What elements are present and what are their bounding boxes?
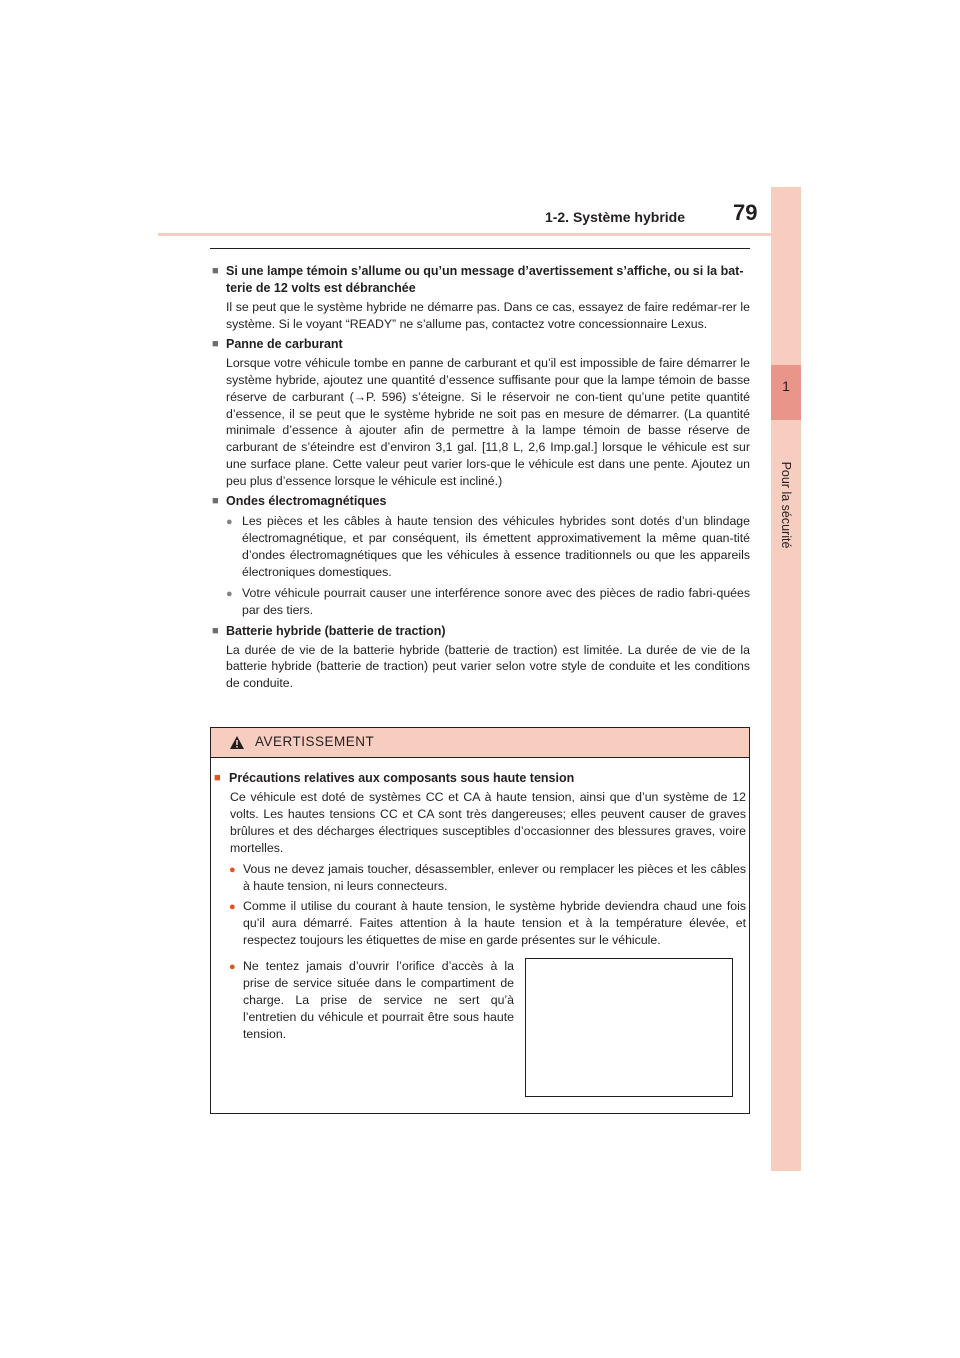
item-body: La durée de vie de la batterie hybride (batterie de traction) est limitée. La durée de vie de la batterie hybride (batterie de traction) peut varier selon votre style de conduite et les conditions de conduite. [226, 642, 750, 691]
square-bullet-icon: ■ [212, 337, 219, 350]
side-tab-strip [771, 187, 801, 1171]
circle-bullet-icon: ● [226, 587, 233, 600]
page-number: 79 [733, 200, 758, 225]
square-bullet-icon: ■ [212, 265, 219, 277]
warning-list-item: ● Vous ne devez jamais toucher, désassembler, enlever ou remplacer les pièces et les câbles à haute tension, ni leurs connecteurs. [229, 861, 746, 893]
illustration-frame [525, 958, 733, 1097]
header-rule [158, 233, 801, 236]
square-bullet-icon: ■ [212, 624, 219, 637]
item-heading: ■ Batterie hybride (batterie de traction) [212, 623, 446, 638]
side-tab-number: 1 [782, 378, 790, 394]
circle-bullet-icon: ● [229, 901, 236, 914]
section-title: 1-2. Système hybride [544, 209, 685, 225]
warning-title: AVERTISSEMENT [255, 734, 375, 749]
item-heading: ■ Panne de carburant [212, 336, 343, 351]
warning-list-item: ● Ne tentez jamais d’ouvrir l’orifice d’accès à la prise de service située dans le compartiment de charge. La prise de service ne sert qu’à l’entretien du véhicule et pourrait être sous haute tension. [229, 959, 514, 1041]
item-fuel [212, 336, 750, 490]
item-heading: ■ Ondes électromagnétiques [212, 494, 387, 509]
item-electromagnetic [212, 493, 750, 618]
list-item: ● Votre véhicule pourrait causer une interférence sonore avec des pièces de radio fabri-quées par des tiers. [226, 585, 750, 617]
item-warning-light [212, 263, 750, 333]
warning-text: Ce véhicule est doté de systèmes CC et CA à haute tension, ainsi que d’un système de 12 volts. Les hautes tensions CC et CA sont très dangereuses; elles peuvent causer de graves brûlures et des décharges électriques susceptibles d’occasionner des blessures graves, voire mortelles. [230, 790, 746, 855]
circle-bullet-icon: ● [229, 961, 236, 974]
warning-header [211, 728, 749, 758]
square-bullet-icon: ■ [212, 495, 219, 508]
item-body: Lorsque votre véhicule tombe en panne de carburant et qu’il est impossible de faire démarrer le système hybride, ajoutez une quantité d’essence suffisante pour que la lampe témoin de basse réserve de carburant (→P. 596) s’éteigne. Si le réservoir ne con-tient qu’une petite quantité d’essence, il se peut que le système hybride ne soit pas en mesure de démarrer. (La quantité minimale d’essence à ajouter afin de permettre à la lampe témoin de basse réserve de carburant de s’éteindre est d’environ 3,1 gal. [11,8 L, 2,6 Imp.gal.] lorsque le véhicule est sur une surface plane. Cette valeur peut varier lors-que le véhicule est dans une pente. Ajoutez un peu plus d’essence lorsque le véhicule est incliné.) [226, 355, 750, 489]
content-rule [210, 248, 750, 249]
warning-heading: ■ Précautions relatives aux composants sous haute tension [214, 771, 575, 785]
circle-bullet-icon: ● [226, 516, 233, 529]
main-content [212, 263, 750, 695]
list-item: ● Les pièces et les câbles à haute tension des véhicules hybrides sont dotés d’un blindage électromagnétique, et par conséquent, ils émettent approximativement la même quan-tité d’ondes électromagnétiques que les véhicules à essence traditionnels ou que les appareils électroniques domestiques. [226, 514, 750, 579]
square-bullet-icon: ■ [214, 772, 221, 784]
warning-list-item: ● Comme il utilise du courant à haute tension, le système hybride deviendra chaud une fois qu’il aura démarré. Faites attention à la haute tension et à la température élevée, et respectez toujours les étiquettes de mise en garde présentes sur le véhicule. [229, 899, 746, 948]
item-body: Il se peut que le système hybride ne démarre pas. Dans ce cas, essayez de faire redémar-rer le système. Si le voyant “READY” ne s’allume pas, contactez votre concessionnaire Lexus. [226, 300, 750, 331]
circle-bullet-icon: ● [229, 863, 236, 876]
item-heading: ■ Si une lampe témoin s’allume ou qu’un message d’avertissement s’affiche, ou si la bat-terie de 12 volts est débranchée [212, 264, 744, 295]
side-tab-label: Pour la sécurité [779, 461, 793, 549]
warning-triangle-icon [229, 735, 245, 750]
item-hybrid-battery [212, 623, 750, 693]
